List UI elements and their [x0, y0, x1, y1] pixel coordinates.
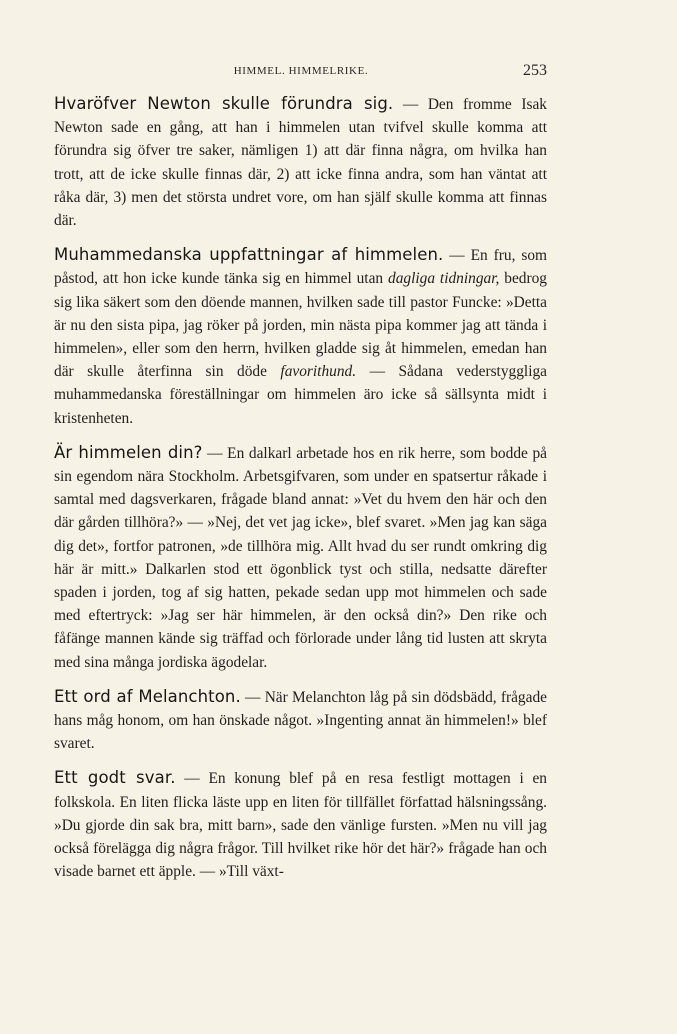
section-ar-himmelen-din — [54, 441, 547, 674]
section-heading: Muhammedanska uppfattningar af himmelen. — [54, 245, 444, 265]
running-title: HIMMEL. HIMMELRIKE. — [233, 65, 369, 77]
section-muhammedanska — [54, 243, 547, 430]
section-heading: Ett ord af Melanchton. — [54, 686, 241, 706]
section-text: — En dalkarl arbetade hos en rik herre, som bodde på sin egendom nära Stockholm. Arbetsgifvaren, som under en spatsertur råkade i samtal med dagsverkaren, frågade bland annat: »Vet du hvem den här och den där gården tillhöra?» — »Nej, det vet jag icke», blef svaret. »Men jag kan säga dig det», fortfor patronen, »de tillhöra mig. Allt hvad du ser rundt omkring dig här är mitt.» Dalkarlen stod ett ögonblick tyst och stilla, nedsatte därefter spaden i jorden, tog af sig hatten, pekade sedan upp mot himmelen och sade med eftertryck: »Jag ser här himmelen, är den också din?» Den rike och fåfänge mannen kände sig träffad och förlorade under lång tid lusten att skryta med sina många jordiska ägodelar. — [54, 444, 547, 671]
page-number: 253 — [523, 62, 547, 79]
italic-text: favorithund. — [280, 363, 357, 381]
section-text: — När Melanchton låg på sin dödsbädd, frågade hans måg honom, om han önskade något. »Ingenting annat än himmelen!» blef svaret. — [54, 688, 547, 753]
section-text: bedrog sig lika säkert som den döende mannen, hvilken sade till pastor Funcke: »Detta är nu den sista pipa, jag röker på jorden, min nästa pipa kommer jag att tända i himmelen», eller som den herrn, hvilken gladde sig åt himmelen, emedan han där skulle återfinna sin döde — [54, 270, 547, 381]
section-text: — Den fromme Isak Newton sade en gång, att han i himmelen utan tvifvel skulle komma att förundra sig öfver tre saker, nämligen 1) att där finna några, om hvilka han trott, att de icke skulle finnas där, 2) att icke finna andra, som han väntat att råka där, 3) men det största undret vore, om han själf skulle komma att finnas där. — [54, 96, 547, 230]
running-head — [55, 62, 547, 82]
italic-text: dagliga tidningar, — [388, 270, 500, 288]
section-heading: Ett godt svar. — [54, 768, 176, 788]
body-text — [54, 92, 547, 884]
section-heading: Är himmelen din? — [54, 442, 203, 462]
section-text: — En fru, som påstod, att hon icke kunde tänka sig en himmel utan — [54, 247, 548, 288]
section-text: — En konung blef på en resa festligt mottagen i en folkskola. En liten flicka läste upp en liten för tillfället författad hälsningssång. »Du gjorde din sak bra, mitt barn», sade den vänlige fursten. »Men nu vill jag också förelägga dig några frågor. Till hvilket rike hör det här?» frågade han och visade barnet ett äpple. — »Till växt- — [54, 770, 547, 881]
section-ett-godt-svar — [54, 766, 547, 883]
section-text: — Sådana vederstyggliga muhammedanska föreställningar om himmelen äro icke så sällsynta midt i kristenheten. — [54, 363, 547, 427]
section-newton — [54, 92, 547, 232]
section-melanchton — [54, 685, 547, 756]
section-heading: Hvaröfver Newton skulle förundra sig. — [54, 94, 394, 113]
